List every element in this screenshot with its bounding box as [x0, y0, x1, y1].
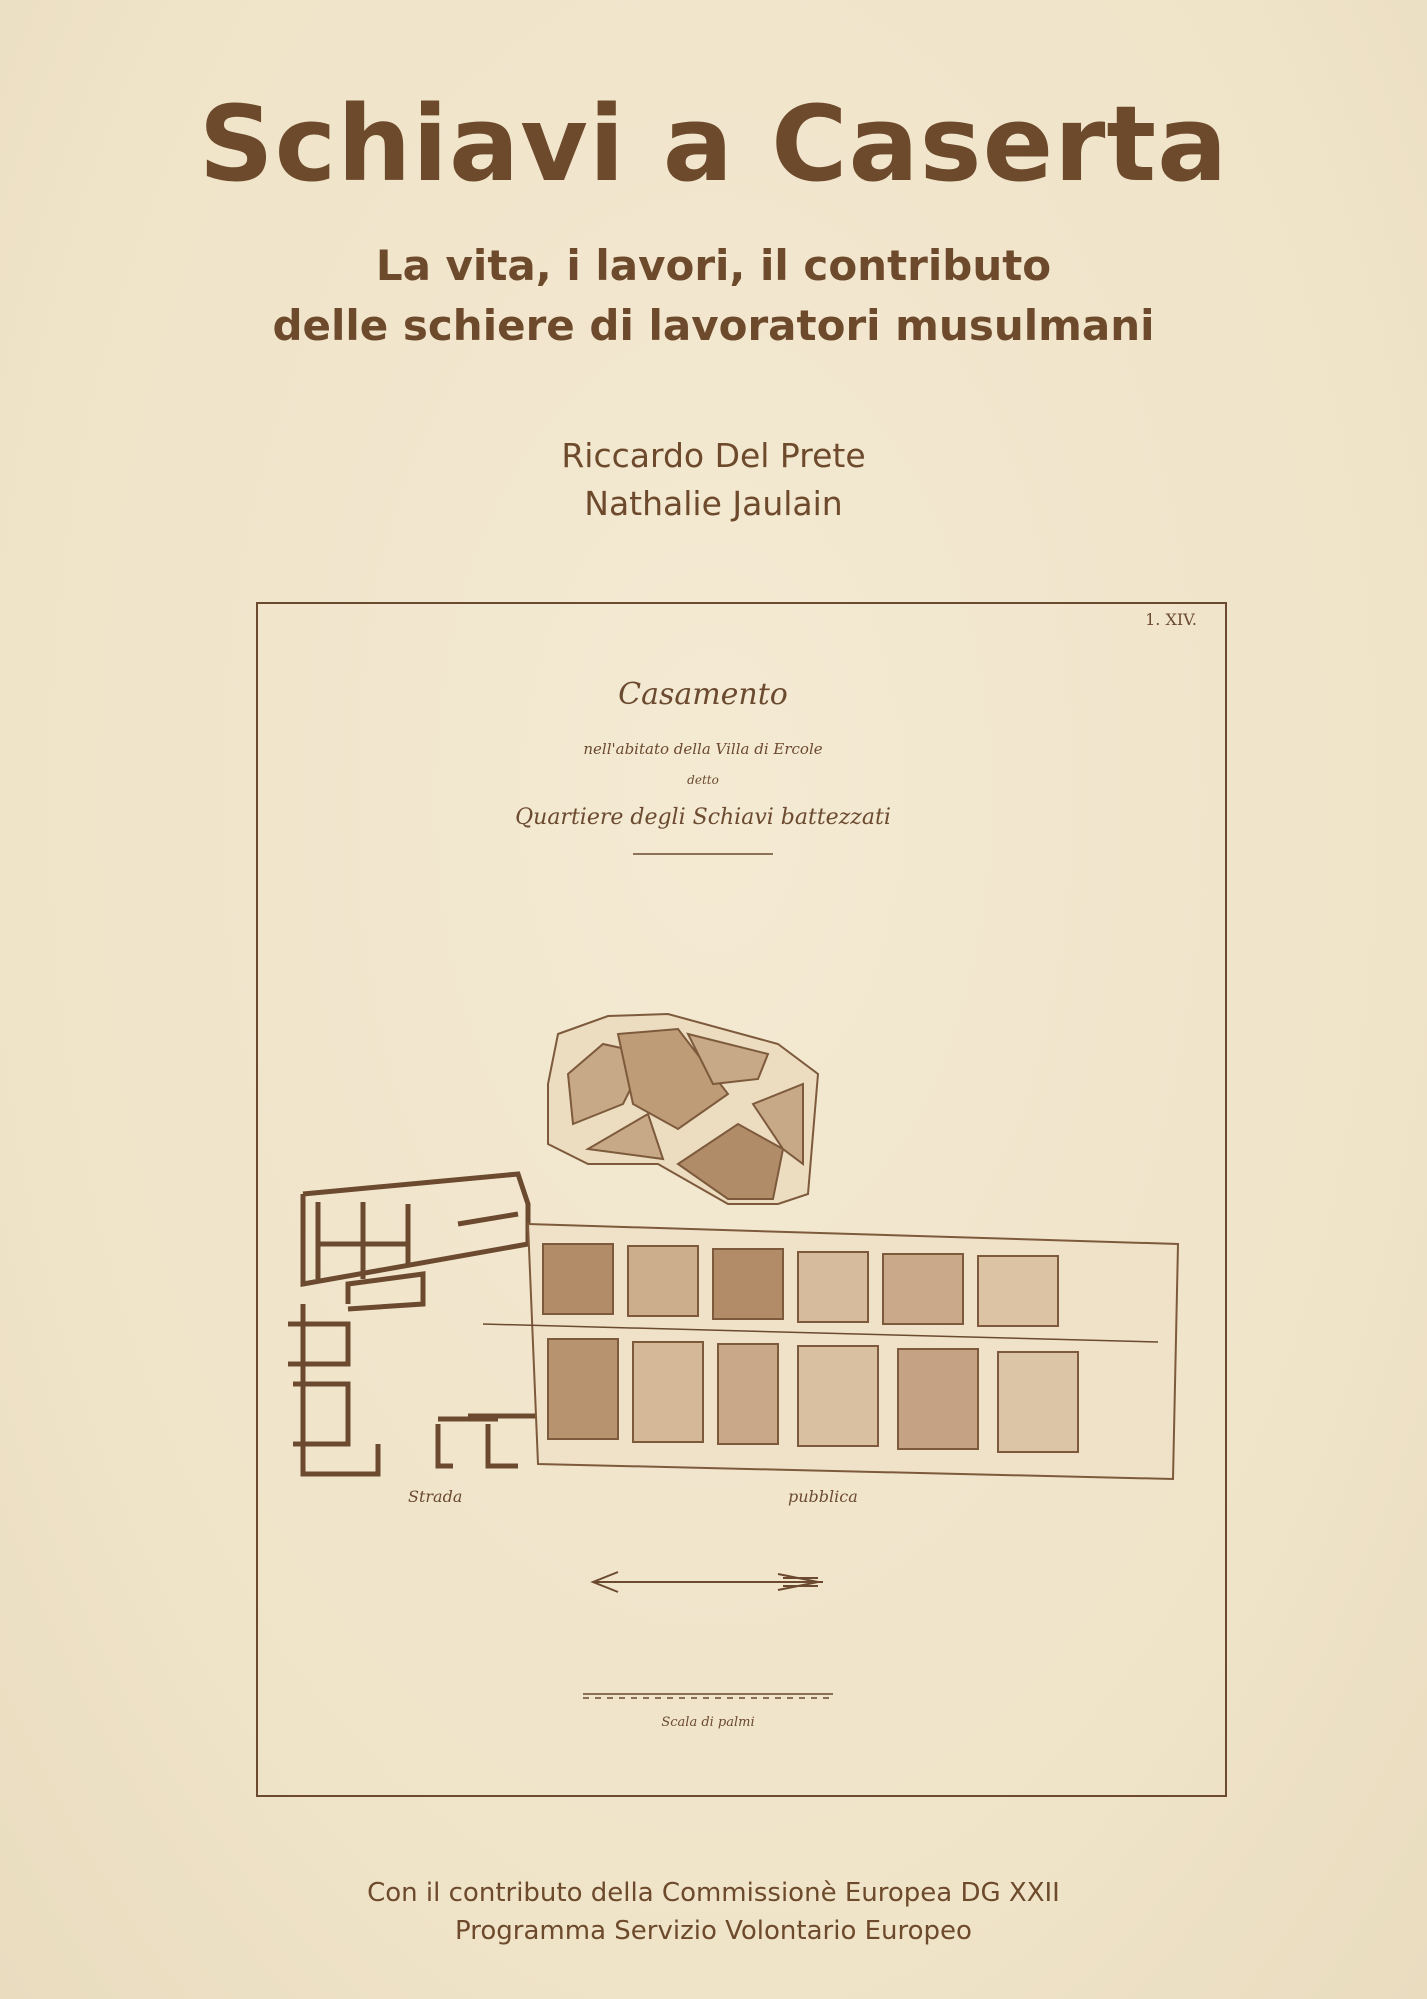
book-subtitle [0, 236, 1427, 356]
garden-plots [483, 1224, 1178, 1479]
subtitle-line-2: delle schiere di lavoratori musulmani [272, 301, 1155, 350]
footer-line-2: Programma Servizio Volontario Europeo [455, 1916, 972, 1946]
label-strada: Strada [408, 1487, 463, 1506]
footer-credits [0, 1874, 1427, 1950]
authors [0, 432, 1427, 528]
historic-plan-illustration [256, 602, 1227, 1797]
plan-line-3: detto [687, 773, 719, 787]
book-title: Schiavi a Caserta [198, 83, 1229, 205]
garden-block [548, 1014, 818, 1204]
plate-number: 1. XIV. [1145, 610, 1197, 629]
plan-line-4: Quartiere degli Schiavi battezzati [515, 805, 891, 830]
building-block [288, 1174, 558, 1474]
author-2: Nathalie Jaulain [584, 484, 843, 523]
author-1: Riccardo Del Prete [561, 436, 866, 475]
footer-line-1: Con il contributo della Commissionè Europea DG XXII [367, 1878, 1060, 1908]
subtitle-line-1: La vita, i lavori, il contributo [375, 241, 1052, 290]
north-arrow-icon [593, 1572, 823, 1592]
label-pubblica: pubblica [788, 1487, 858, 1506]
label-scala: Scala di palmi [661, 1715, 755, 1730]
plan-drawing [258, 604, 1229, 1799]
plan-heading: Casamento [618, 677, 788, 712]
plan-line-2: nell'abitato della Villa di Ercole [583, 740, 823, 758]
scale-bar [583, 1694, 833, 1698]
